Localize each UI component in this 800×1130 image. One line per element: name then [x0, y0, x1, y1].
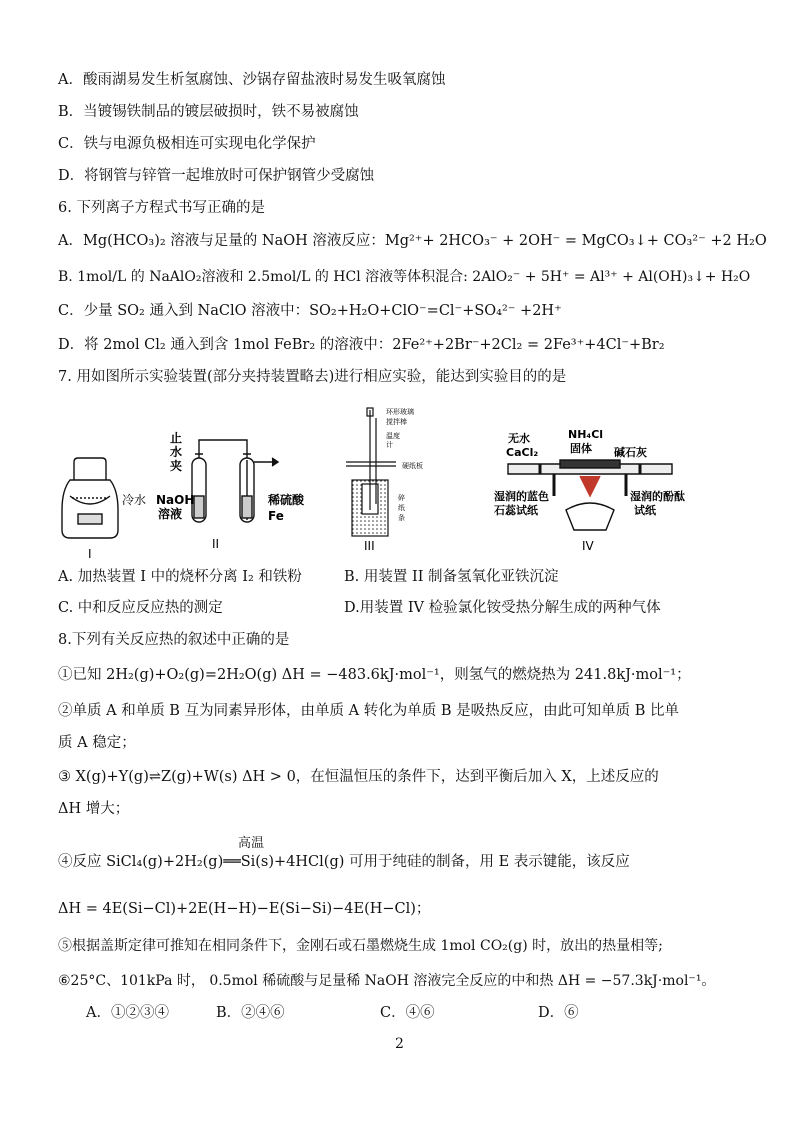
q7-option-b: B. 用装置 II 制备氢氧化亚铁沉淀	[344, 569, 559, 585]
q8-statement-2b: 质 A 稳定；	[58, 735, 136, 751]
q8-statement-4a: ④反应 SiCl₄(g)+2H₂(g)══Si(s)+4HCl(g) 可用于纯硅的制备，用 E 表示键能，该反应	[58, 854, 630, 870]
apparatus-1-label: I	[88, 547, 92, 560]
phenol-label-2: 试纸	[634, 504, 656, 517]
clamp-label-3: 夹	[170, 459, 183, 473]
q8-option-c: C．④⑥	[380, 1005, 435, 1021]
q8-statement-4b: ΔH = 4E(Si−Cl)+2E(H−H)−E(Si−Si)−4E(H−Cl)；	[58, 901, 431, 917]
nh4cl-label-1: NH₄Cl	[568, 428, 604, 441]
stirrer-label-1: 环形玻璃	[386, 408, 414, 416]
question-7: 7. 用如图所示实验装置(部分夹持装置略去)进行相应实验，能达到实验目的的是	[58, 369, 567, 385]
question-6: 6. 下列离子方程式书写正确的是	[58, 200, 265, 216]
q8-condition-label: 高温	[238, 836, 265, 851]
foam-label-1: 碎	[398, 494, 405, 502]
q8-statement-5: ⑤根据盖斯定律可推知在相同条件下，金刚石或石墨燃烧生成 1mol CO₂(g) 时，放出的热量相等;	[58, 938, 663, 954]
litmus-label-1: 湿润的蓝色	[494, 490, 549, 503]
apparatus-1	[62, 458, 118, 538]
q6-option-d: D．将 2mol Cl₂ 通入到含 1mol FeBr₂ 的溶液中：2Fe²⁺+2Br⁻+2Cl₂ = 2Fe³⁺+4Cl⁻+Br₂	[58, 337, 665, 353]
q8-option-b: B．②④⑥	[216, 1005, 285, 1021]
clamp-label-2: 水	[170, 445, 183, 459]
apparatus-2-label: II	[212, 537, 220, 551]
apparatus-3-label: III	[364, 539, 375, 553]
line-5d: D．将钢管与锌管一起堆放时可保护钢管少受腐蚀	[58, 168, 375, 184]
acid-label: 稀硫酸	[268, 493, 305, 507]
apparatus-3	[346, 408, 396, 536]
page-number: 2	[395, 1036, 404, 1052]
clamp-label-1: 止	[170, 431, 183, 445]
fe-label: Fe	[268, 509, 284, 523]
foam-label-3: 条	[398, 514, 405, 522]
q8-statement-6: ⑥25°C、101kPa 时， 0.5mol 稀硫酸与足量稀 NaOH 溶液完全反应的中和热 ΔH = −57.3kJ·mol⁻¹。	[58, 973, 716, 989]
q8-statement-3b: ΔH 增大；	[58, 801, 130, 817]
litmus-label-2: 石蕊试纸	[494, 504, 538, 517]
q8-option-a: A．①②③④	[86, 1005, 169, 1021]
apparatus-figure	[40, 400, 760, 560]
naoh-label-2: 溶液	[158, 507, 183, 521]
cacl2-label-2: CaCl₂	[506, 446, 539, 459]
line-5a: A．酸雨湖易发生析氢腐蚀、沙锅存留盐液时易发生吸氧腐蚀	[58, 72, 446, 88]
cacl2-label-1: 无水	[508, 432, 530, 445]
line-5c: C．铁与电源负极相连可实现电化学保护	[58, 136, 316, 152]
q8-statement-3a: ③ X(g)+Y(g)⇌Z(g)+W(s) ΔH > 0，在恒温恒压的条件下，达到平衡后加入 X，上述反应的	[58, 769, 659, 785]
board-label: 硬纸板	[402, 462, 423, 470]
line-5b: B．当镀锡铁制品的镀层破损时，铁不易被腐蚀	[58, 104, 359, 120]
foam-label-2: 纸	[398, 504, 405, 512]
q7-option-d: D.用装置 IV 检验氯化铵受热分解生成的两种气体	[344, 600, 661, 616]
thermo-label-2: 计	[386, 441, 393, 449]
nh4cl-label-2: 固体	[570, 442, 592, 455]
cold-water-label: 冷水	[122, 493, 147, 507]
q8-option-d: D．⑥	[538, 1005, 579, 1021]
question-8: 8.下列有关反应热的叙述中正确的是	[58, 632, 290, 648]
lime-label: 碱石灰	[614, 446, 647, 459]
apparatus-2	[192, 440, 278, 522]
apparatus-4-label: IV	[582, 539, 594, 553]
thermo-label-1: 温度	[386, 432, 400, 440]
q6-option-b: B. 1mol/L 的 NaAlO₂溶液和 2.5mol/L 的 HCl 溶液等体积混合: 2AlO₂⁻ + 5H⁺ = Al³⁺ + Al(OH)₃↓+ H₂O	[58, 269, 751, 285]
q7-option-a: A. 加热装置 I 中的烧杯分离 I₂ 和铁粉	[58, 569, 302, 585]
naoh-label-1: NaOH	[156, 493, 195, 507]
q6-option-a: A．Mg(HCO₃)₂ 溶液与足量的 NaOH 溶液反应：Mg²⁺+ 2HCO₃⁻ + 2OH⁻ = MgCO₃↓+ CO₃²⁻ +2 H₂O	[58, 233, 767, 249]
phenol-label-1: 湿润的酚酞	[630, 490, 685, 503]
q6-option-c: C．少量 SO₂ 通入到 NaClO 溶液中：SO₂+H₂O+ClO⁻=Cl⁻+SO₄²⁻ +2H⁺	[58, 303, 562, 319]
q7-option-c: C. 中和反应反应热的测定	[58, 600, 223, 616]
stirrer-label-2: 搅拌棒	[386, 418, 407, 426]
q8-statement-2a: ②单质 A 和单质 B 互为同素异形体，由单质 A 转化为单质 B 是吸热反应，由此可知单质 B 比单	[58, 703, 679, 719]
q8-statement-1: ①已知 2H₂(g)+O₂(g)=2H₂O(g) ΔH = −483.6kJ·mol⁻¹，则氢气的燃烧热为 241.8kJ·mol⁻¹；	[58, 667, 691, 683]
